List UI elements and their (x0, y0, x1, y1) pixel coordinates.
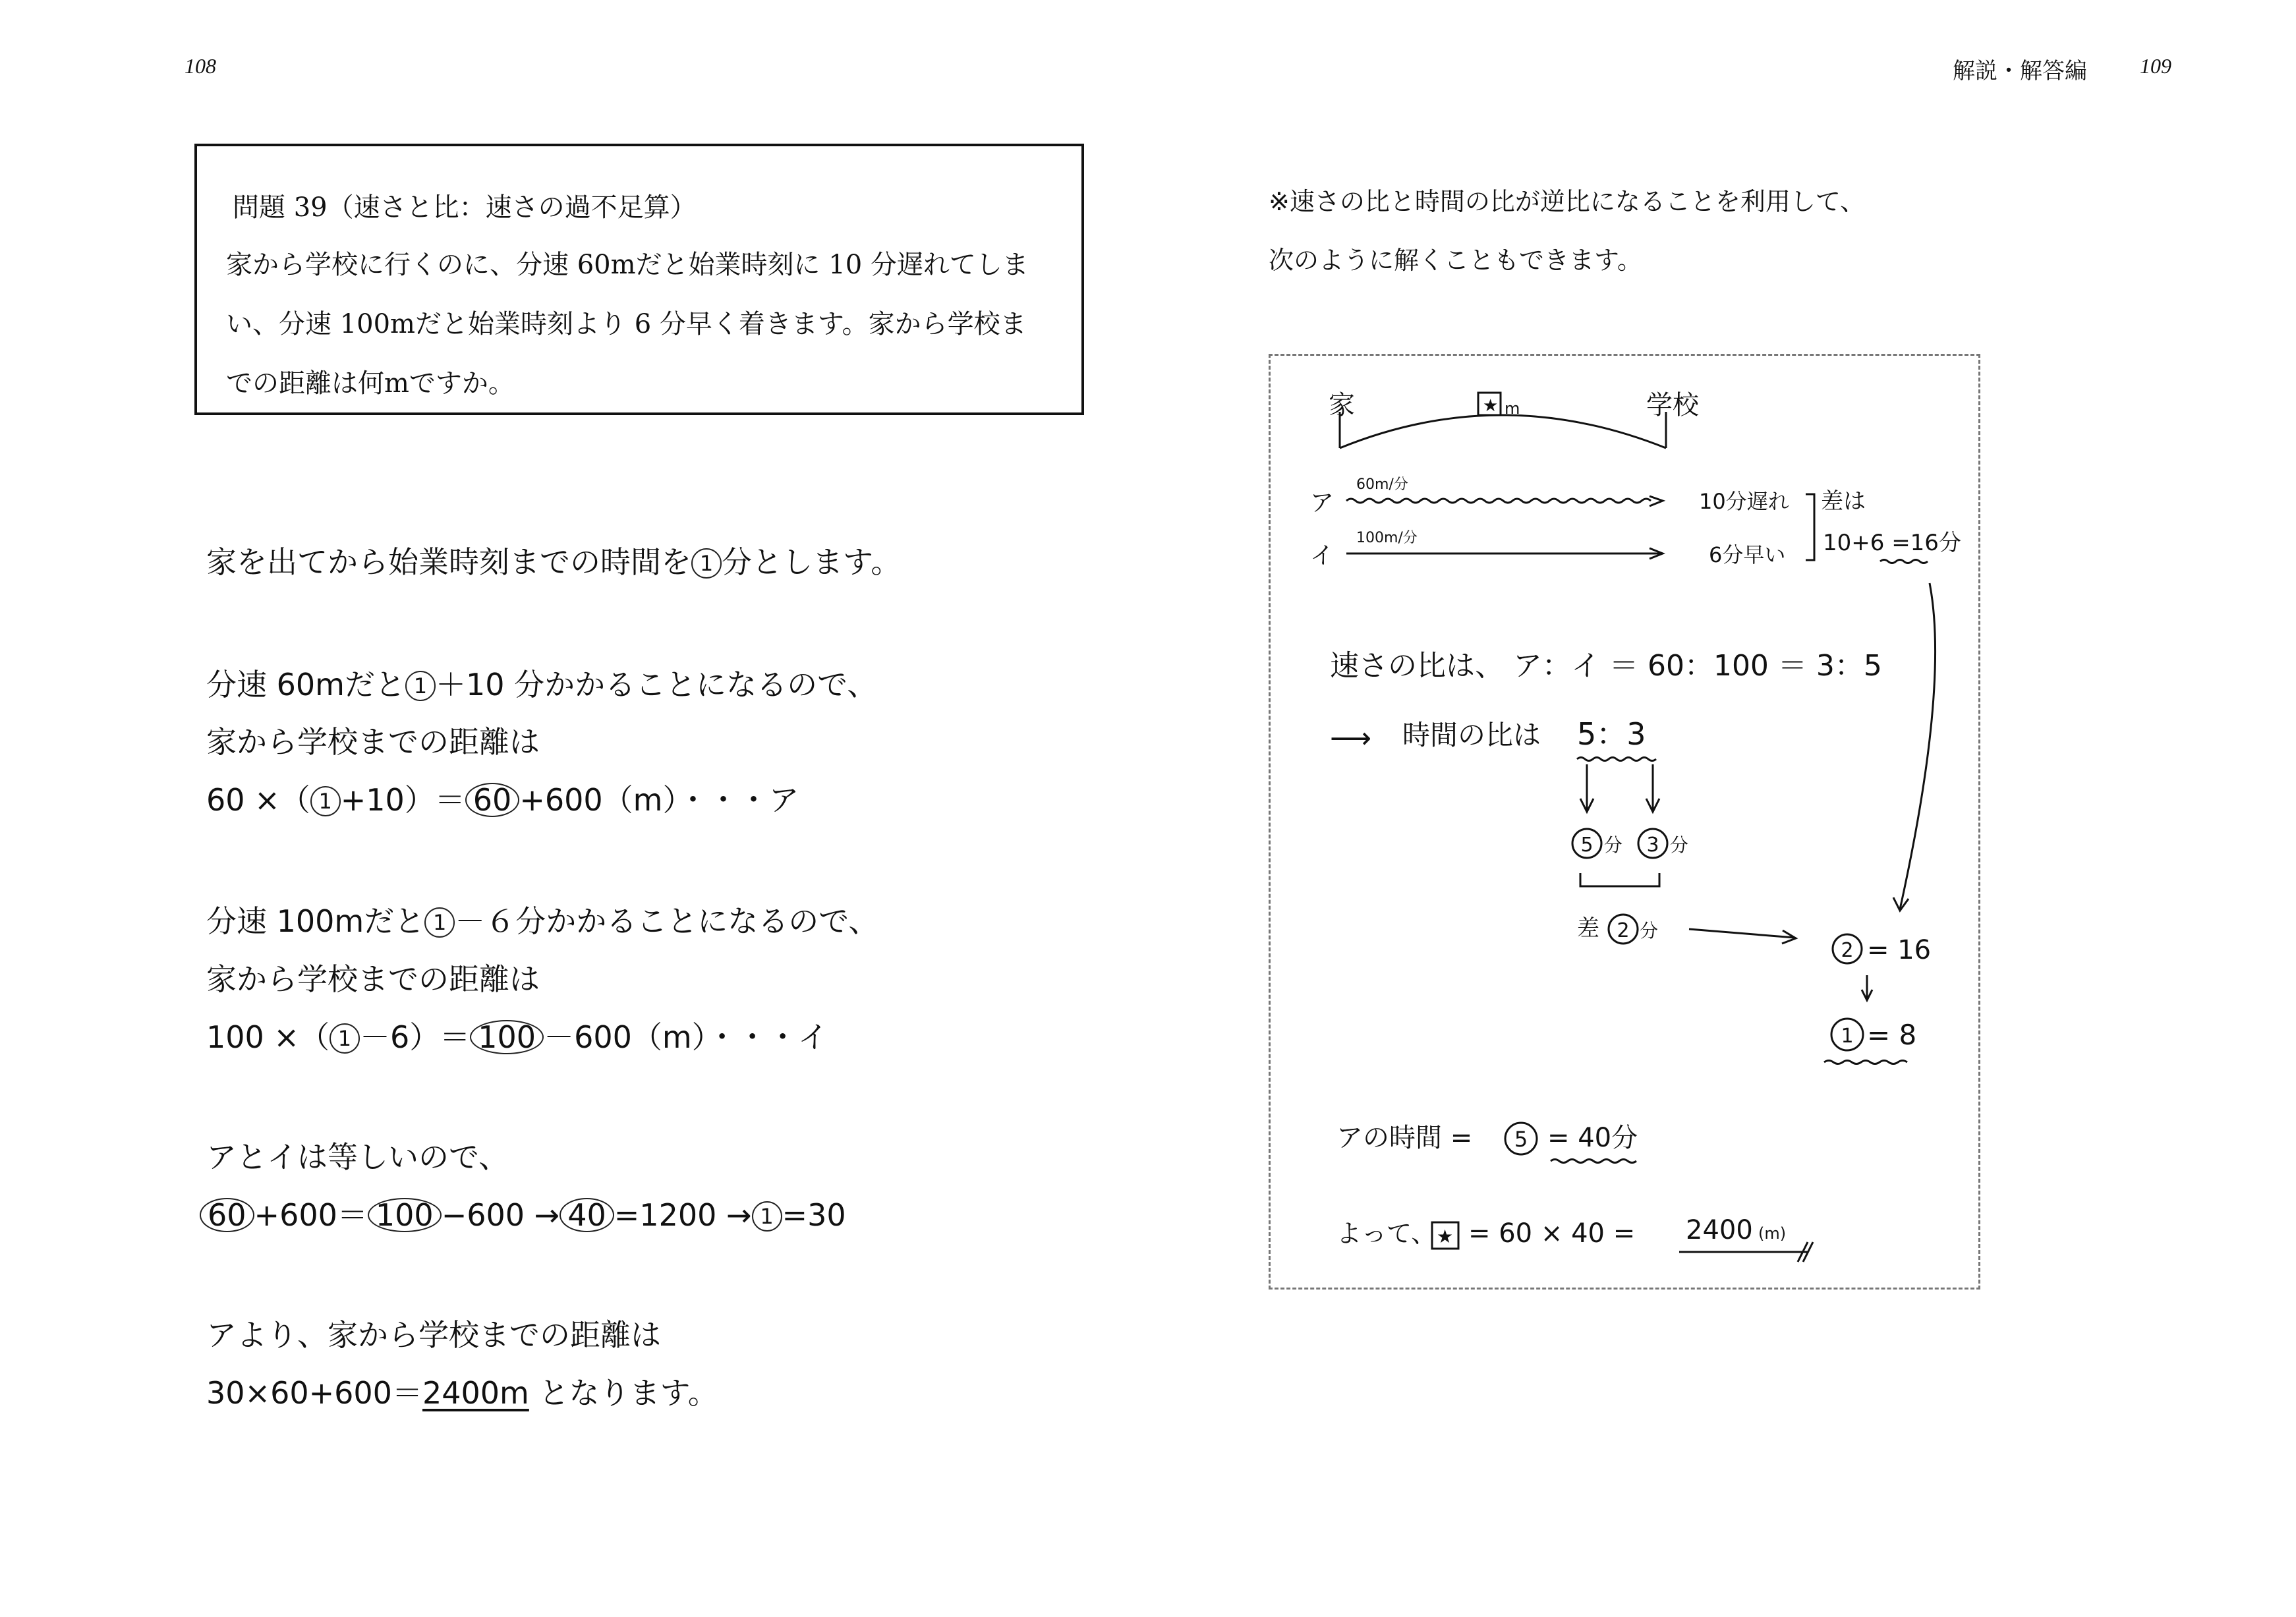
answer-underlined: 2400m (422, 1375, 529, 1411)
solution-intro (206, 538, 901, 582)
circle-one: 1 (310, 786, 341, 816)
hw-home: 家 (1329, 390, 1355, 420)
hw-time-ratio: 5：3 (1577, 716, 1646, 752)
hw-school: 学校 (1646, 390, 1699, 420)
page-number-left: 108 (185, 54, 216, 78)
circle-one: 1 (330, 1023, 360, 1054)
solution-p3-line1: アとイは等しいので、 (206, 1139, 509, 1175)
hw-a-label: ア (1310, 490, 1335, 517)
solution-p1-line1 (206, 661, 877, 704)
problem-line-1: 家から学校に行くのに、分速 60mだと始業時刻に 10 分遅れてしま (226, 250, 1029, 280)
p2-text-b: －６分かかることになるので、 (455, 903, 879, 939)
hw-a-time-value: = 40分 (1547, 1123, 1638, 1153)
bracket (1806, 494, 1814, 560)
p2-eq-a: 100 ×（ (206, 1019, 330, 1055)
star-icon: ★ (1483, 396, 1499, 416)
p2-eq-d: －600（m）・・・イ (544, 1019, 828, 1055)
hw-diff-calc: 10+6 =16分 (1823, 530, 1961, 556)
hw-speed-ratio: 速さの比は、 ア：イ ＝ 60：100 ＝ 3：5 (1330, 649, 1882, 683)
curved-arrow (1900, 583, 1936, 909)
hw-c3: 3 (1646, 834, 1659, 857)
section-header: 解説・解答編 (1953, 58, 2087, 84)
solution-p2-line1 (206, 897, 878, 941)
p1-eq-d: +600（m）・・・ア (519, 782, 799, 818)
circle-one: 1 (424, 907, 455, 938)
hw-fun-3: 分 (1640, 920, 1659, 942)
solution-p1-equation (206, 776, 799, 820)
handwritten-diagram (1271, 356, 1982, 1291)
intro-text-a: 家を出てから始業時刻までの時間を (206, 544, 691, 580)
hw-c1: 1 (1841, 1025, 1854, 1048)
solution-p3-equation (200, 1191, 846, 1235)
hw-arrow: ⟶ (1330, 722, 1372, 755)
circled-60: 60 (465, 783, 520, 817)
handwritten-solution-box (1269, 354, 1980, 1290)
problem-line-2: い、分速 100mだと始業時刻より 6 分早く着きます。家から学校ま (226, 309, 1027, 339)
p1-text-a: 分速 60mだと (206, 667, 405, 702)
circle-one: 1 (752, 1201, 782, 1232)
hw-a-speed: 60m/分 (1356, 476, 1408, 493)
p4-text-b: となります。 (538, 1375, 718, 1411)
lower-bracket (1580, 873, 1659, 886)
p2-text-a: 分速 100mだと (206, 903, 425, 939)
hw-fun-2: 分 (1670, 834, 1689, 856)
hw-sa: 差 (1577, 915, 1599, 942)
intro-text-b: 分とします。 (722, 544, 902, 580)
p2-eq-b: －6）＝ (359, 1019, 471, 1055)
hw-c5: 5 (1580, 834, 1593, 857)
problem-title: 問題 39（速さと比：速さの過不足算） (233, 192, 697, 223)
hw-final-value: 2400 (1686, 1215, 1753, 1245)
circled-100: 100 (470, 1020, 544, 1054)
hw-eq1: = 16 (1867, 935, 1932, 965)
right-arrow (1689, 929, 1794, 938)
arrow-head-a (1650, 496, 1663, 506)
wavy-underline-eq (1824, 1061, 1907, 1064)
hw-c2: 2 (1617, 919, 1630, 942)
hw-i-result: 6分早い (1709, 542, 1786, 567)
solution-p2-line2: 家から学校までの距離は (206, 961, 540, 997)
hw-diff-label: 差は (1821, 488, 1866, 515)
p1-eq-b: +10）＝ (340, 782, 465, 818)
p4-text-a: 30×60+600＝ (206, 1375, 422, 1411)
solution-p4-line2 (206, 1369, 718, 1413)
hw-dist-unit: m (1505, 399, 1520, 418)
hw-final-unit: (m) (1758, 1224, 1787, 1243)
note-line-2: 次のように解くこともできます。 (1269, 246, 1642, 275)
hw-time-ratio-label: 時間の比は (1402, 719, 1541, 751)
hw-a-time-circle: 5 (1514, 1127, 1528, 1152)
p3-eq-t3: =1200 → (614, 1197, 752, 1233)
wavy-underline-diff (1880, 560, 1928, 563)
hw-final-mid: = 60 × 40 = (1468, 1218, 1636, 1249)
circled-40: 40 (560, 1198, 614, 1232)
hw-i-speed: 100m/分 (1356, 530, 1418, 546)
solution-p4-line1: アより、家から学校までの距離は (206, 1317, 661, 1353)
p3-eq-t2: −600 → (441, 1197, 560, 1233)
hw-fun-1: 分 (1604, 834, 1623, 856)
hw-c2b: 2 (1841, 939, 1854, 962)
page-number-right: 109 (2140, 54, 2171, 78)
p3-eq-t1: +600＝ (254, 1197, 368, 1233)
solution-p1-line2: 家から学校までの距離は (206, 724, 540, 760)
note-line-1: ※速さの比と時間の比が逆比になることを利用して、 (1269, 187, 1866, 216)
wavy-underline-ratio (1577, 758, 1656, 761)
circled-60: 60 (200, 1198, 254, 1232)
circle-one: 1 (691, 548, 722, 579)
hw-final-label: よって、 (1336, 1219, 1437, 1248)
wavy-line-a (1346, 499, 1651, 503)
problem-line-3: での距離は何mですか。 (226, 368, 515, 399)
p1-text-b: ＋10 分かかることになるので、 (435, 667, 878, 702)
solution-p2-equation (206, 1013, 828, 1057)
hw-i-label: イ (1310, 542, 1335, 569)
p3-eq-t4: =30 (782, 1197, 846, 1233)
circled-100: 100 (368, 1198, 442, 1232)
star-icon-final: ★ (1437, 1226, 1454, 1247)
circle-one: 1 (405, 671, 436, 701)
hw-a-result: 10分遅れ (1699, 489, 1789, 514)
hw-eq2: = 8 (1867, 1019, 1917, 1051)
distance-arc (1340, 415, 1666, 448)
p1-eq-a: 60 ×（ (206, 782, 310, 818)
hw-a-time-label: アの時間 = (1336, 1123, 1473, 1153)
wavy-underline-time (1551, 1160, 1636, 1163)
